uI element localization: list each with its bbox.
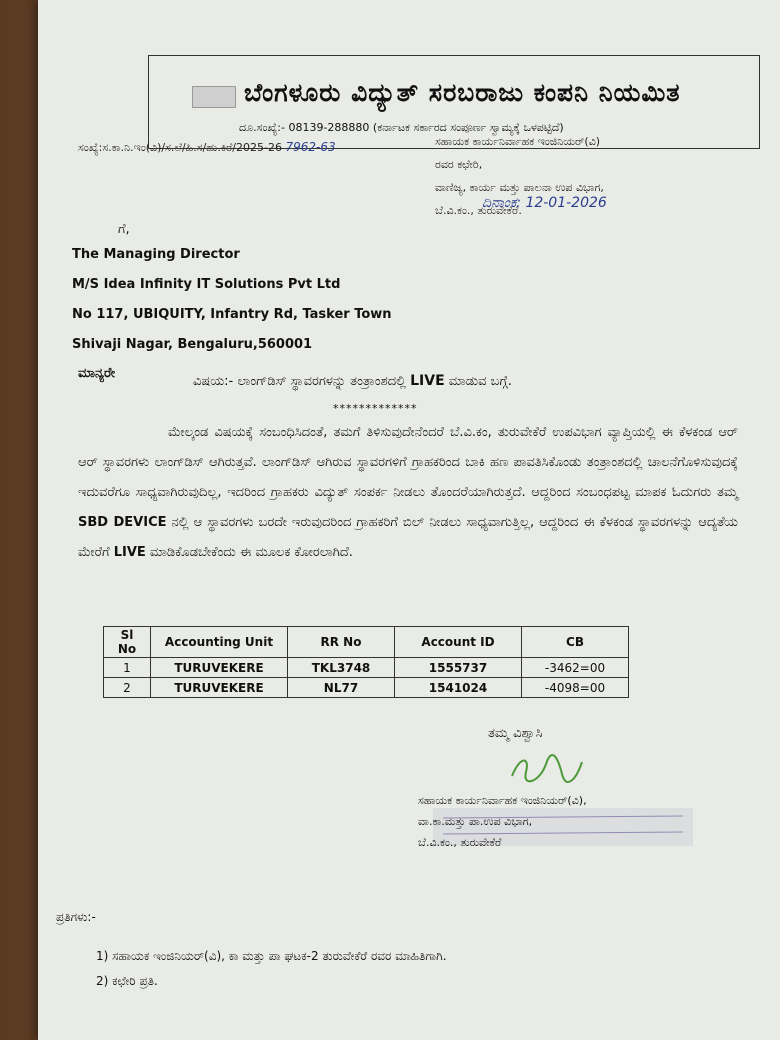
subject-prefix: ವಿಷಯ:- ಲಾಂಗ್‌ಡಿಸ್ ಸ್ಥಾವರಗಳನ್ನು ತಂತ್ರಾಂಶದಲ್ಲಿ xyxy=(193,374,406,389)
table-cell: 1555737 xyxy=(395,658,522,678)
table-row xyxy=(104,658,629,678)
sign-line: ಬೆ.ವಿ.ಕಂ., ತುರುವೇಕೆರೆ xyxy=(418,836,502,849)
body-part3: ಮಾಡಿಕೊಡಬೇಕೆಂದು ಈ ಮೂಲಕ ಕೋರಲಾಗಿದೆ. xyxy=(149,545,353,560)
accounts-table xyxy=(103,626,629,698)
table-cell: TURUVEKERE xyxy=(151,678,288,698)
sign-line: ವಾ.ಕಾ.ಮತ್ತು ಪಾ.ಉಪ ವಿಭಾಗ, xyxy=(418,815,533,828)
table-cell: NL77 xyxy=(288,678,395,698)
bescom-logo-icon xyxy=(192,86,236,108)
body-part2: ನಲ್ಲಿ ಆ ಸ್ಥಾವರಗಳು ಬರದೇ ಇರುವುದರಿಂದ ಗ್ರಾಹಕರಿಗೆ ಬಿಲ್ ನೀಡಲು ಸಾಧ್ಯವಾಗುತ್ತಿಲ್ಲ, ಆದ್ದರಿಂದ ಈ ಕೆಳಕಂಡ ಸ್ಥಾವರಗಳನ್ನು ಆದ್ಯತೆಯ ಮೇರೆಗೆ xyxy=(78,515,738,560)
recipient-address xyxy=(72,240,392,360)
recipient-line: M/S Idea Infinity IT Solutions Pvt Ltd xyxy=(72,277,341,292)
subject-separator: ************* xyxy=(333,402,418,415)
recipient-line: No 117, UBIQUITY, Infantry Rd, Tasker Town xyxy=(72,307,392,322)
copies-title: ಪ್ರತಿಗಳು:- xyxy=(56,910,96,924)
sender-line: ಬೆ.ವಿ.ಕಂ., ತುರುವೇಕೆರೆ. xyxy=(435,204,522,217)
table-cell: -4098=00 xyxy=(522,678,629,698)
reference-handwritten: 7962-63 xyxy=(285,140,336,154)
table-cell: 1 xyxy=(104,658,151,678)
org-name: ಬೆಂಗಳೂರು ವಿದ್ಯುತ್ ಸರಬರಾಜು ಕಂಪನಿ ನಿಯಮಿತ xyxy=(244,78,681,107)
reference-printed: ಸಂಖ್ಯೆ:ಸ.ಕಾ.ನಿ.ಇಂ(ವಿ)/ಸ.ಲೆ/ಹಿ.ಸ/ಹು.ಕಿರೆ/2025-26 xyxy=(78,141,282,154)
table-cell: TURUVEKERE xyxy=(151,658,288,678)
reference-number xyxy=(78,140,336,155)
body-bold2: LIVE xyxy=(113,545,146,560)
recipient-line: The Managing Director xyxy=(72,247,240,262)
signature-block xyxy=(418,790,587,853)
table-cell: -3462=00 xyxy=(522,658,629,678)
letter-date: ದಿನಾಂಕ: 12-01-2026 xyxy=(482,195,607,211)
copy-item: 1) ಸಹಾಯಕ ಇಂಜಿನಿಯರ್(ವಿ), ಕಾ ಮತ್ತು ಪಾ ಘಟಕ-2 ತುರುವೇಕೆರೆ ರವರ ಮಾಹಿತಿಗಾಗಿ. xyxy=(96,949,447,963)
table-cell: 1541024 xyxy=(395,678,522,698)
copy-item: 2) ಕಛೇರಿ ಪ್ರತಿ. xyxy=(96,974,158,988)
table-header: Account ID xyxy=(395,627,522,658)
salutation: ಮಾನ್ಯರೇ xyxy=(78,366,116,381)
subject-suffix: ಮಾಡುವ ಬಗ್ಗೆ. xyxy=(448,374,512,389)
recipient-line: Shivaji Nagar, Bengaluru,560001 xyxy=(72,337,313,352)
phone-line: ದೂ.ಸಂಖ್ಯೆ:- 08139-288880 (ಕರ್ನಾಟಕ ಸರ್ಕಾರದ ಸಂಪೂರ್ಣ ಸ್ವಾಮ್ಯಕ್ಕೆ ಒಳಪಟ್ಟಿದೆ) xyxy=(239,121,564,134)
table-cell: TKL3748 xyxy=(288,658,395,678)
table-header-row xyxy=(104,627,629,658)
table-header: RR No xyxy=(288,627,395,658)
table-header: Accounting Unit xyxy=(151,627,288,658)
signature-mark xyxy=(506,752,586,788)
letter-page xyxy=(38,0,780,1040)
table-row xyxy=(104,678,629,698)
body-paragraph xyxy=(78,418,738,568)
subject-line xyxy=(193,373,512,389)
sender-line: ವಾಣಿಜ್ಯ, ಕಾರ್ಯ ಮತ್ತು ಪಾಲನಾ ಉಪ ವಿಭಾಗ, xyxy=(435,181,604,194)
sender-line: ಸಹಾಯಕ ಕಾರ್ಯನಿರ್ವಾಹಕ ಇಂಜಿನಿಯರ್(ವಿ) xyxy=(435,135,601,148)
table-header: Sl No xyxy=(104,627,151,658)
table-cell: 2 xyxy=(104,678,151,698)
copies-list xyxy=(96,944,447,994)
table-header: CB xyxy=(522,627,629,658)
body-bold1: SBD DEVICE xyxy=(78,515,167,530)
yours-faithfully: ತಮ್ಮ ವಿಶ್ವಾಸಿ xyxy=(488,726,543,741)
sender-line: ರವರ ಕಛೇರಿ, xyxy=(435,158,483,171)
subject-bold: LIVE xyxy=(410,373,445,389)
body-part1: ಮೇಲ್ಕಂಡ ವಿಷಯಕ್ಕೆ ಸಂಬಂಧಿಸಿದಂತೆ, ತಮಗೆ ತಿಳಿಸುವುದೇನೆಂದರೆ ಬೆ.ವಿ.ಕಂ, ತುರುವೇಕೆರೆ ಉಪವಿಭಾಗ ವ್ಯಾಪ್ತಿಯಲ್ಲಿ ಈ ಕೆಳಕಂಡ ಆರ್ ಆರ್ ಸ್ಥಾವರಗಳು ಲಾಂಗ್‌ಡಿಸ್ ಆಗಿರುತ್ತವೆ. ಲಾಂಗ್‌ಡಿಸ್ ಆಗಿರುವ ಸ್ಥಾವರಗಳಿಗೆ ಗ್ರಾಹಕರಿಂದ ಬಾಕಿ ಹಣ ಪಾವತಿಸಿಕೊಂಡು ತಂತ್ರಾಂಶದಲ್ಲಿ ಚಾಲನೆಗೊಳಿಸುವುದಕ್ಕೆ ಇದುವರೆಗೂ ಸಾಧ್ಯವಾಗಿರುವುದಿಲ್ಲ, ಇದರಿಂದ ಗ್ರಾಹಕರು ವಿದ್ಯುತ್ ಸಂಪರ್ಕ ನೀಡಲು ತೊಂದರೆಯಾಗಿರುತ್ತದೆ. ಆದ್ದರಿಂದ ಸಂಬಂಧಪಟ್ಟ ಮಾಪಕ ಓದುಗರು ತಮ್ಮ xyxy=(78,425,738,500)
sign-line: ಸಹಾಯಕ ಕಾರ್ಯನಿರ್ವಾಹಕ ಇಂಜಿನಿಯರ್(ವಿ), xyxy=(418,794,587,807)
to-mark: ಗೆ, xyxy=(118,222,130,237)
